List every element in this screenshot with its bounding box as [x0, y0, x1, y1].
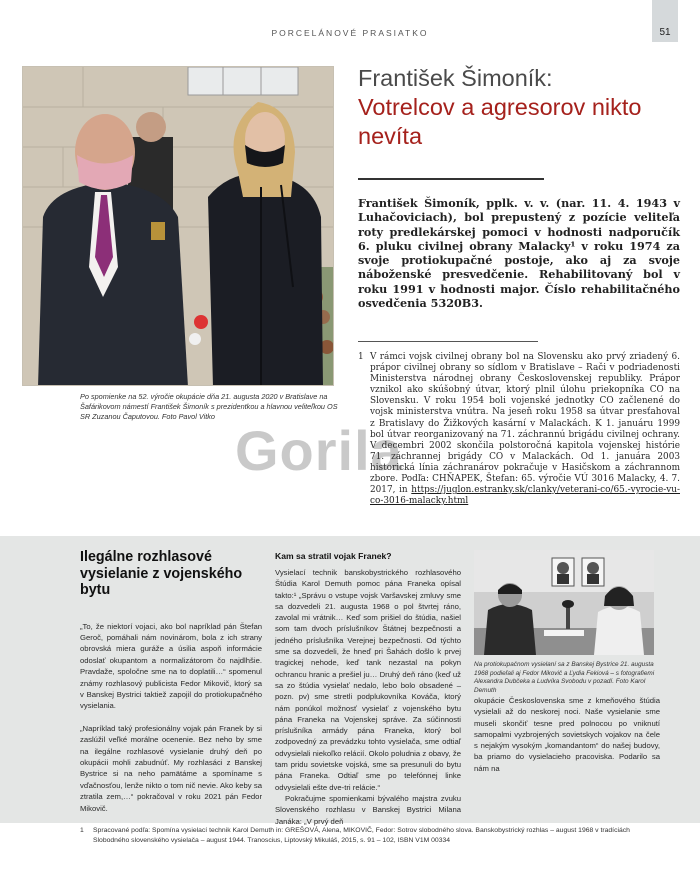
middle-paragraph: Pokračujme spomienkami bývalého majstra zvuku Slovenského rozhlasu v Banskej Bystrici Milana Janáka: „V prvý deň — [275, 793, 461, 826]
footnote-link[interactable]: https://juglon.estranky.sk/clanky/veterani-co/65.-vyrocie-vu-co-3016-malacky.html — [370, 485, 680, 507]
running-title: PORCELÁNOVÉ PRASIATKO — [271, 28, 429, 38]
watermark: Gorila — [235, 419, 403, 482]
archive-photo — [474, 550, 654, 655]
middle-heading: Kam sa stratil vojak Franek? — [275, 551, 392, 561]
middle-column — [275, 551, 461, 827]
sidebar-heading: Ilegálne rozhlasové vysielanie z vojenského bytu — [80, 549, 243, 598]
footnote-divider — [358, 341, 538, 342]
bottom-footnote-text: Spracované podľa: Spomína vysielací technik Karol Demuth in: GREŠOVÁ, Alena, MIKOVIČ, Fedor: Sotrov slobodného slova. Banskobystrický rozhlas – august 1968 v tradíciách Slobodného slovenského vysielača – august 1944. Tranoscius, Liptovský Mikuláš, 2015, s. 91 – 102, ISBN V1M 00334 — [93, 827, 630, 844]
right-column: okupácie Československa sme z kmeňového štúdia vysielali až do neskorej noci. Naše vysielanie sme museli skončiť tesne pred polnocou po vniknutí samopalmi vyzbrojených sovietskych vojakov na čele s nejakým vysokým „komandantom“ do našej budovy, ba priamo do vysielacieho pracoviska. Podarilo sa nám na — [474, 696, 660, 773]
footnote-text: V rámci vojsk civilnej obrany bol na Slovensku ako prvý zriadený 6. prápor civilnej obrany so sídlom v Bratislave – Rači v podriadenosti Ministerstva národnej obrany Československej republiky. Prápor vznikol ako skúšobný útvar, ktorý plnil úlohu priekopníka CO na Slovensku. V roku 1954 boli vojenské jednotky CO začlenené do vojsk ministerstva vnútra. Na jeseň roku 1958 sa útvar presťahoval z Bratislavy do Žižkových kasární v Malackách. K 1. januáru 1999 bol útvar reorganizovaný na 71. záchrannú brigádu civilnej ochrany. V decembri 2002 skončila polstoročná kapitola vojenskej histórie 71. záchrannej brigády CO v Malackách. Od 1. januára 2003 historická línia záchranárov pokračuje v Hasičskom a záchrannom zbore. Podľa: CHŇAPEK, Štefan: 65. výročie VÚ 3016 Malacky, 4. 7. 2017, in — [370, 352, 680, 496]
article-footnote — [358, 352, 680, 507]
sidebar-quote — [80, 621, 262, 815]
photo-caption: Po spomienke na 52. výročie okupácie dňa 21. augusta 2020 v Bratislave na Šafárikovom námestí František Šimoník s prezidentkou a hlavnou veliteľkou OS SR Zuzanou Čaputovou. Foto Pavol Vitko — [80, 392, 338, 421]
bottom-footnote — [80, 826, 660, 846]
article-title: Votrelcov a agresorov nikto nevíta — [358, 94, 642, 149]
page-number: 51 — [659, 27, 671, 38]
footnote-number: 1 — [358, 352, 364, 362]
article-photo — [22, 66, 334, 386]
sidebar-quote-paragraph: „Napríklad taký profesionálny vojak pán Franek by si zaslúžil veľké morálne ocenenie. Bez neho by sme na ilegálne rozhlasové vysielanie druhý deň po okupácii mohli zabudnúť. My rozhlasáci z Banskej Bystrice si na neho pamätáme a spomíname s vďačnosťou, lenže nikto o tom nič nevie. Ako keby sa ztratila zem,…“ pokračoval v roku 2021 pán Fedor Mikovič. — [80, 723, 262, 813]
sidebar-quote-paragraph: „To, že niektorí vojaci, ako bol napríklad pán Štefan Geroč, pomáhali nám novinárom, bola z ich strany obrovská miera guráže a úsilia aspoň informácie odoslať okupantom a normalizátorom čo najdlhšie. Pravdaže, spoločne sme na to doplatili…“ spomenul známy rozhlasový publicista Fedor Mikovič, ktorý sa v Banskej Bystrici taktiež zapojil do protiokupačného vysielania. — [80, 621, 262, 711]
article-bio: František Šimoník, pplk. v. v. (nar. 11. 4. 1943 v Luhačoviciach), bol prepustený z pozície veliteľa roty predlekárskej pomoci v hodnosti nadporučík 6. pluku civilnej obrany Malacky¹ v roku 1974 za svoje protiokupačné postoje, ako aj za svoje náboženské presvedčenie. Rehabilitovaný bol v roku 1991 v hodnosti major. Číslo rehabilitačného osvedčenia 5320B3. — [358, 196, 680, 311]
title-divider — [358, 178, 544, 180]
sidebar-column — [80, 549, 262, 825]
middle-paragraph: Vysielací technik banskobystrického rozhlasového Štúdia Karol Demuth pomoc pána Franeka opísal takto:¹ „Správu o vstupe vojsk Varšavskej zmluvy sme sa dozvedeli 21. augusta 1968 o pol štvrtej ráno, zavolal mi vrátnik… Keď som prišiel do štúdia, našiel som tam dvoch príslušníkov Štátnej bezpečnosti a jedného príslušníka Verejnej bezpečnosti. Od týchto sme sa dozvedeli, že hneď pri Šahách došlo k prvej tragickej nehode, keď tank nezastal na pokyn ochrancu hranic a prešiel ju… Druhý deň ráno (keď už sa zo štúdia vysielať nedalo, lebo bolo obsadené – pozn. pv) sme stretli podplukovníka Kováča, ktorý nám ponúkol možnosť vysielať z vojenského bytu pána Franeka na Vojenskej správe. Za súčinnosti príslušníka armády pána Franeka, ktorý bol zodpovedný za prevádzku tohto vysielača, sme odtiaľ odvysielali niekoľko relácií. Okolo poludnia z obavy, že tam pridu sovietske vojská, sme sa presunuli do bytu pána Franeka. Odtiaľ sme po telefónnej linke odvysielali ešte dve-tri relácie.“ — [275, 568, 461, 792]
article-headline — [358, 64, 678, 151]
archive-photo-caption: Na protiokupačnom vysielaní sa z Banskej Bystrice 21. augusta 1968 podieľali aj Fedor Mikovič a Ľydia Fekiová – s fotografiemi Alexandra Dubčeka a Ludvíka Svobodu v pozadí. Foto Karol Demuth — [474, 661, 655, 694]
article-person-name: František Šimoník: — [358, 65, 553, 91]
bottom-footnote-number: 1 — [80, 827, 84, 834]
